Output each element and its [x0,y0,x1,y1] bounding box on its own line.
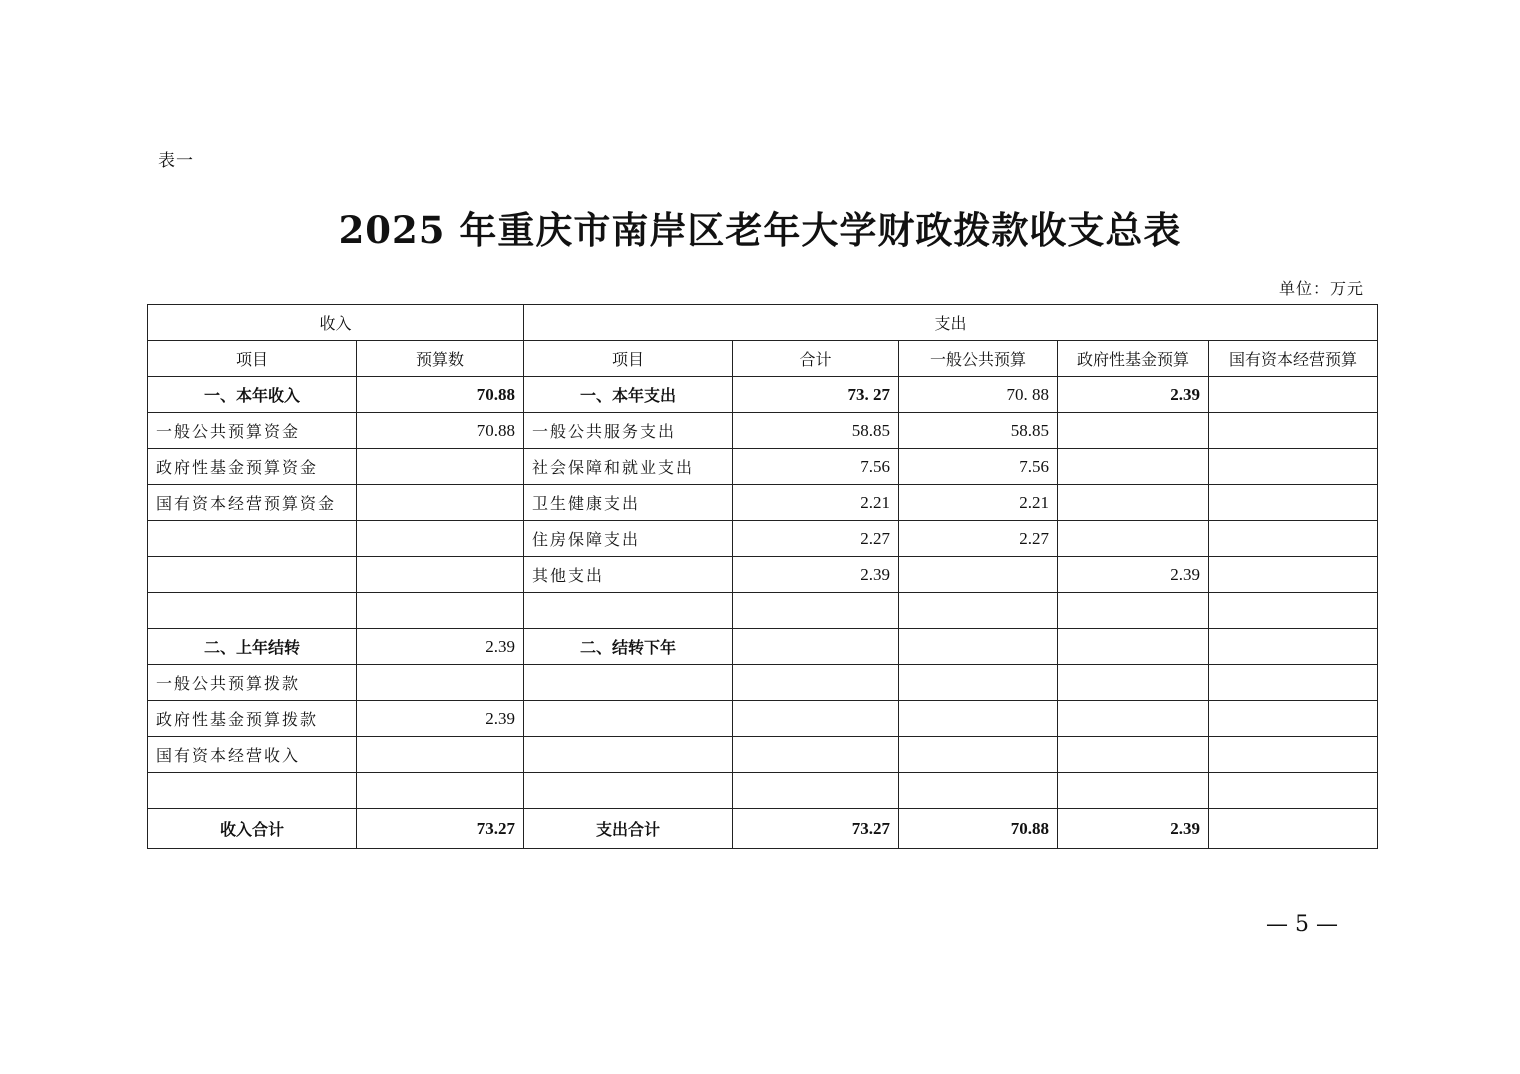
general-budget-cell [899,701,1058,737]
table-row [148,377,1378,413]
expense-total-cell [733,773,899,809]
state-capital-cell [1209,377,1378,413]
state-capital-cell [1209,773,1378,809]
general-budget-cell [899,737,1058,773]
income-item-header: 项目 [148,341,357,377]
income-value-cell: 2.39 [357,701,524,737]
income-item-cell: 国有资本经营收入 [148,737,357,773]
income-value-cell [357,557,524,593]
table-row [148,593,1378,629]
expense-item-cell [524,737,733,773]
expense-item-cell [524,593,733,629]
income-value-cell [357,665,524,701]
state-capital-cell [1209,593,1378,629]
gov-fund-cell [1058,701,1209,737]
general-budget-cell: 2.27 [899,521,1058,557]
income-value-cell: 70.88 [357,413,524,449]
page-number: — 5 — [1266,912,1338,937]
table-row [148,737,1378,773]
state-capital-cell [1209,521,1378,557]
income-item-cell: 政府性基金预算拨款 [148,701,357,737]
income-value-cell: 2.39 [357,629,524,665]
expense-item-cell: 二、结转下年 [524,629,733,665]
general-budget-cell: 2.21 [899,485,1058,521]
state-capital-budget-header: 国有资本经营预算 [1209,341,1378,377]
expense-header: 支出 [524,305,1378,341]
total-row [148,809,1378,849]
header-row-group [148,305,1378,341]
state-capital-cell [1209,629,1378,665]
general-budget-cell [899,593,1058,629]
income-item-cell: 一般公共预算拨款 [148,665,357,701]
expense-total-cell: 2.39 [733,557,899,593]
expense-total-cell: 73. 27 [733,377,899,413]
state-capital-cell [1209,701,1378,737]
expense-total-cell [733,701,899,737]
gov-fund-cell: 2.39 [1058,557,1209,593]
table-row [148,773,1378,809]
expense-total-cell [733,737,899,773]
income-item-cell: 收入合计 [148,809,357,849]
income-item-cell: 国有资本经营预算资金 [148,485,357,521]
gov-fund-cell [1058,773,1209,809]
gov-fund-cell [1058,629,1209,665]
income-value-cell [357,593,524,629]
expense-item-cell [524,773,733,809]
gov-fund-cell: 2.39 [1058,377,1209,413]
income-value-cell [357,485,524,521]
expense-total-cell [733,629,899,665]
total-header: 合计 [733,341,899,377]
expense-item-cell: 社会保障和就业支出 [524,449,733,485]
income-item-cell: 一般公共预算资金 [148,413,357,449]
expense-item-cell: 住房保障支出 [524,521,733,557]
income-value-cell: 70.88 [357,377,524,413]
gov-fund-cell [1058,413,1209,449]
expense-total-cell: 2.27 [733,521,899,557]
expense-item-cell: 一般公共服务支出 [524,413,733,449]
gov-fund-budget-header: 政府性基金预算 [1058,341,1209,377]
expense-item-cell: 其他支出 [524,557,733,593]
general-budget-cell [899,557,1058,593]
general-budget-cell [899,773,1058,809]
expense-total-cell: 2.21 [733,485,899,521]
budget-table [147,304,1378,849]
header-row-columns [148,341,1378,377]
expense-item-cell: 支出合计 [524,809,733,849]
income-value-cell [357,521,524,557]
expense-item-header: 项目 [524,341,733,377]
expense-total-cell: 7.56 [733,449,899,485]
income-item-cell: 政府性基金预算资金 [148,449,357,485]
general-budget-cell [899,629,1058,665]
state-capital-cell [1209,665,1378,701]
income-header: 收入 [148,305,524,341]
income-item-cell [148,557,357,593]
gov-fund-cell: 2.39 [1058,809,1209,849]
table-row [148,449,1378,485]
table-row [148,485,1378,521]
expense-total-cell: 73.27 [733,809,899,849]
expense-item-cell [524,665,733,701]
unit-label: 单位：万元 [1278,279,1364,298]
income-budget-header: 预算数 [357,341,524,377]
table-row [148,629,1378,665]
state-capital-cell [1209,449,1378,485]
expense-total-cell [733,665,899,701]
gov-fund-cell [1058,521,1209,557]
expense-total-cell: 58.85 [733,413,899,449]
general-budget-header: 一般公共预算 [899,341,1058,377]
general-budget-cell: 58.85 [899,413,1058,449]
document-title: 2025 年重庆市南岸区老年大学财政拨款收支总表 [338,208,1182,252]
income-value-cell [357,773,524,809]
state-capital-cell [1209,737,1378,773]
general-budget-cell [899,665,1058,701]
table-label: 表一 [158,151,194,171]
state-capital-cell [1209,485,1378,521]
expense-item-cell [524,701,733,737]
income-value-cell [357,737,524,773]
expense-total-cell [733,593,899,629]
income-item-cell [148,773,357,809]
income-value-cell: 73.27 [357,809,524,849]
gov-fund-cell [1058,485,1209,521]
gov-fund-cell [1058,737,1209,773]
gov-fund-cell [1058,449,1209,485]
expense-item-cell: 一、本年支出 [524,377,733,413]
general-budget-cell: 7.56 [899,449,1058,485]
income-item-cell [148,593,357,629]
table-row [148,701,1378,737]
table-row [148,521,1378,557]
table-row [148,557,1378,593]
table-row [148,665,1378,701]
state-capital-cell [1209,557,1378,593]
table-row [148,413,1378,449]
gov-fund-cell [1058,665,1209,701]
income-item-cell [148,521,357,557]
income-item-cell: 一、本年收入 [148,377,357,413]
general-budget-cell: 70. 88 [899,377,1058,413]
gov-fund-cell [1058,593,1209,629]
expense-item-cell: 卫生健康支出 [524,485,733,521]
state-capital-cell [1209,413,1378,449]
general-budget-cell: 70.88 [899,809,1058,849]
income-value-cell [357,449,524,485]
state-capital-cell [1209,809,1378,849]
income-item-cell: 二、上年结转 [148,629,357,665]
